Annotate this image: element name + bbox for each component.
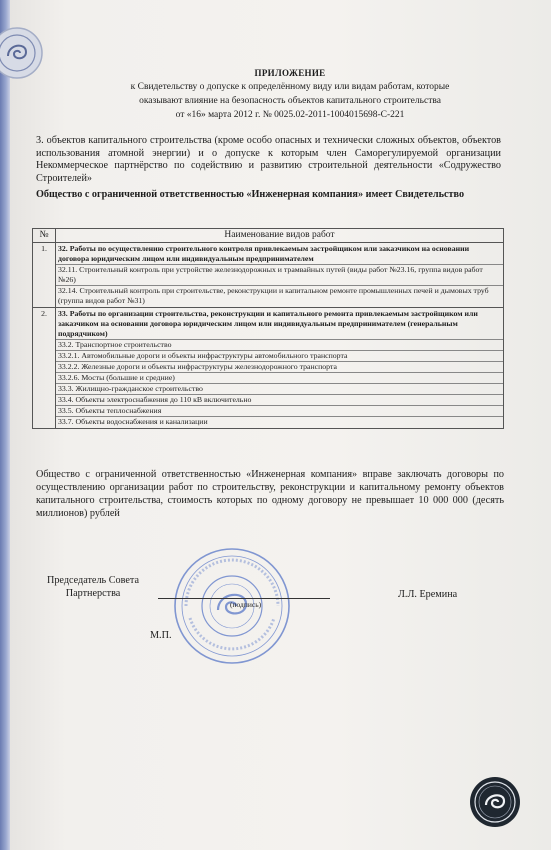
row-content: [56, 243, 504, 308]
signatory-position: [38, 575, 148, 600]
appendix-header: [60, 66, 520, 122]
position-line-2: Партнерства: [65, 587, 121, 599]
col-number-header: №: [33, 229, 56, 243]
header-line-2: оказывают влияние на безопасность объектов капитального строительства: [139, 96, 441, 106]
table-header-row: [33, 229, 504, 243]
work-item: 32.11. Строительный контроль при устройстве железнодорожных и трамвайных путей (виды работ №23.16, группа видов работ №26): [56, 264, 503, 285]
row-content: [56, 308, 504, 429]
table-row: [33, 308, 504, 429]
seal-place-label: М.П.: [150, 630, 172, 641]
work-item: 32.14. Строительный контроль при строительстве, реконструкции и капитальном ремонте промышленных печей и дымовых труб (группа видов работ №31): [56, 285, 503, 306]
work-item: 33.7. Объекты водоснабжения и канализации: [56, 416, 503, 427]
appendix-title: ПРИЛОЖЕНИЕ: [254, 68, 326, 78]
work-item: 33.5. Объекты теплоснабжения: [56, 405, 503, 416]
col-name-header: Наименование видов работ: [56, 229, 504, 243]
work-group-title: 33. Работы по организации строительства, реконструкции и капитального ремонта привлекаемым застройщиком или заказчиком на основании договора юридическим лицом или индивидуальным предпринимателем (генеральным подрядчиком): [58, 309, 478, 338]
work-item: 33.4. Объекты электроснабжения до 110 кВ включительно: [56, 394, 503, 405]
partnership-emblem-icon: [0, 26, 44, 80]
row-number: 1.: [33, 243, 56, 308]
left-edge-stripe: [0, 0, 10, 850]
work-item: 33.3. Жилищно-гражданское строительство: [56, 383, 503, 394]
row-number: 2.: [33, 308, 56, 429]
contract-rights-text: Общество с ограниченной ответственностью «Инженерная компания» вправе заключать договоры по осуществлению организации работ по строительству, реконструкции и капитальному ремонту объектов капитального строительства, стоимость которых по одному договору не превышает 10 000 000 (десять миллионов) рублей: [36, 469, 504, 519]
work-item: 33.2.1. Автомобильные дороги и объекты инфраструктуры автомобильного транспорта: [56, 350, 503, 361]
company-heading: Общество с ограниченной ответственностью «Инженерная компания» имеет Свидетельство: [36, 189, 465, 200]
header-line-1: к Свидетельству о допуске к определённому виду или видам работам, которые: [130, 82, 450, 92]
work-item: 33.2.6. Мосты (большие и средние): [56, 372, 503, 383]
work-group-title: 32. Работы по осуществлению строительного контроля привлекаемым застройщиком или заказчиком на основании договора юридическим лицом или индивидуальным предпринимателем: [58, 244, 470, 263]
work-item: 33.2.2. Железные дороги и объекты инфраструктуры железнодорожного транспорта: [56, 361, 503, 372]
partnership-emblem-icon: [469, 776, 521, 828]
section-3-text: 3. объектов капитального строительства (кроме особо опасных и технически сложных объектов, объектов использования атомной энергии) и о допуске к которым член Саморегулируемой организации Некоммерческое партнёрство по содействию и развитию строительной деятельности «Содружество Строителей»: [36, 135, 501, 184]
header-line-3: от «16» марта 2012 г. № 0025.02-2011-1004015698-С-221: [175, 110, 405, 120]
table-row: [33, 243, 504, 308]
signature-line: [158, 598, 330, 599]
signature-caption: (подпись): [230, 600, 262, 609]
signer-name: Л.Л. Еремина: [398, 589, 458, 600]
work-item: 33.2. Транспортное строительство: [56, 339, 503, 350]
position-line-1: Председатель Совета: [46, 575, 139, 586]
works-table: [32, 228, 504, 429]
